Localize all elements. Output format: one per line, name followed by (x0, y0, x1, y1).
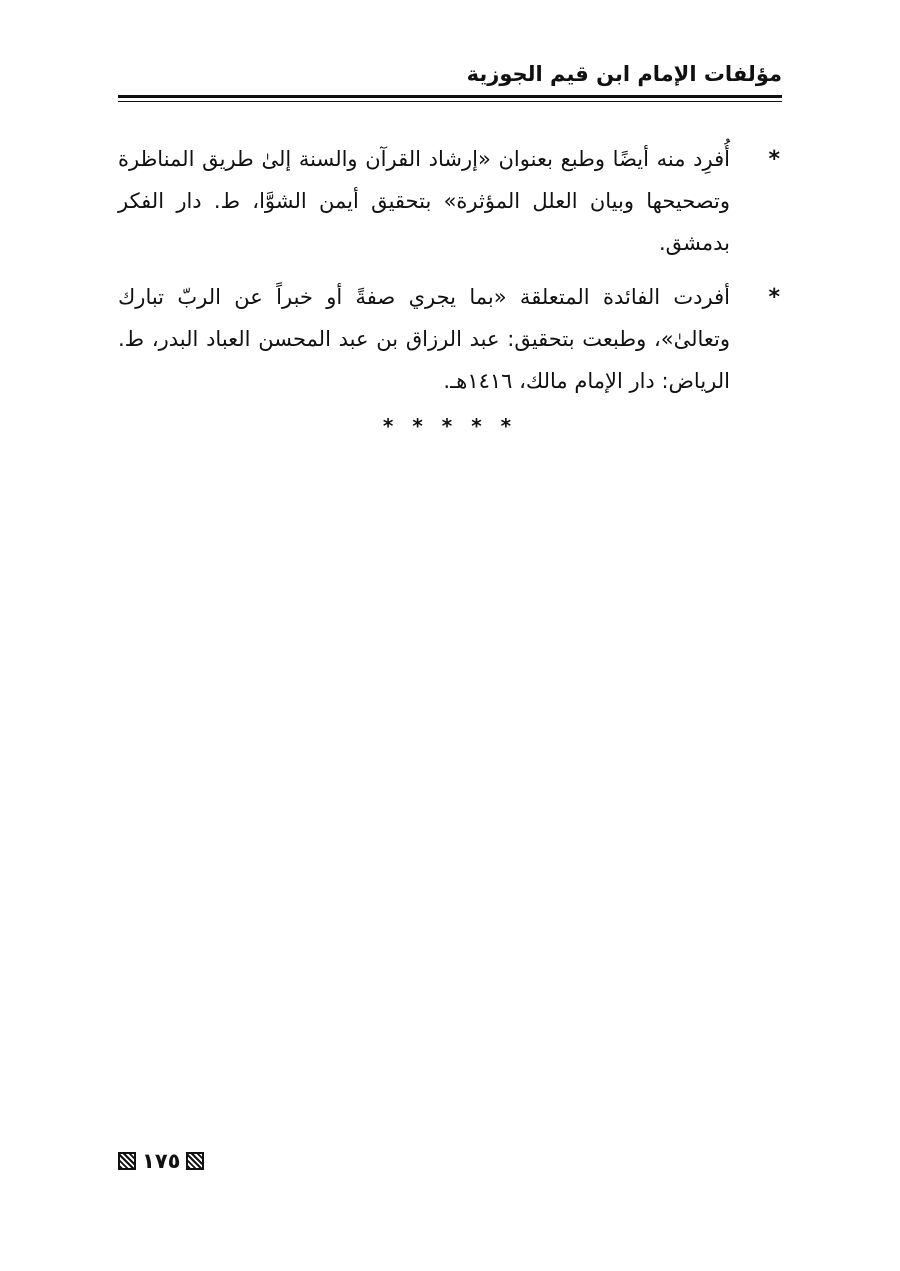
ornament-right-icon (186, 1152, 204, 1170)
ornament-left-icon (118, 1152, 136, 1170)
entry-2 (118, 276, 782, 402)
entry-text: أُفرِد منه أيضًا وطبع بعنوان «إرشاد القرآن والسنة إلىٰ طريق المناظرة وتصحيحها وبيان العلل المؤثرة» بتحقيق أيمن الشوَّا، ط. دار الفكر بدمشق. (118, 147, 730, 255)
running-header (118, 58, 782, 94)
asterisk-bullet-icon: * (768, 285, 780, 310)
header-rule-thick (118, 95, 782, 98)
page-body (118, 138, 782, 438)
page-number: ١٧٥ (142, 1149, 181, 1173)
section-separator: * * * * * (382, 414, 518, 438)
entry-1 (118, 138, 782, 264)
entry-text: أفردت الفائدة المتعلقة «بما يجري صفةً أو خبراً عن الربّ تبارك وتعالىٰ»، وطبعت بتحقيق: عبد الرزاق بن عبد المحسن العباد البدر، ط. الرياض: دار الإمام مالك، ١٤١٦هـ. (118, 285, 730, 393)
header-rule-thin (118, 101, 782, 102)
asterisk-bullet-icon: * (768, 147, 780, 172)
page-footer (118, 1148, 204, 1174)
book-title: مؤلفات الإمام ابن قيم الجوزية (466, 62, 782, 86)
